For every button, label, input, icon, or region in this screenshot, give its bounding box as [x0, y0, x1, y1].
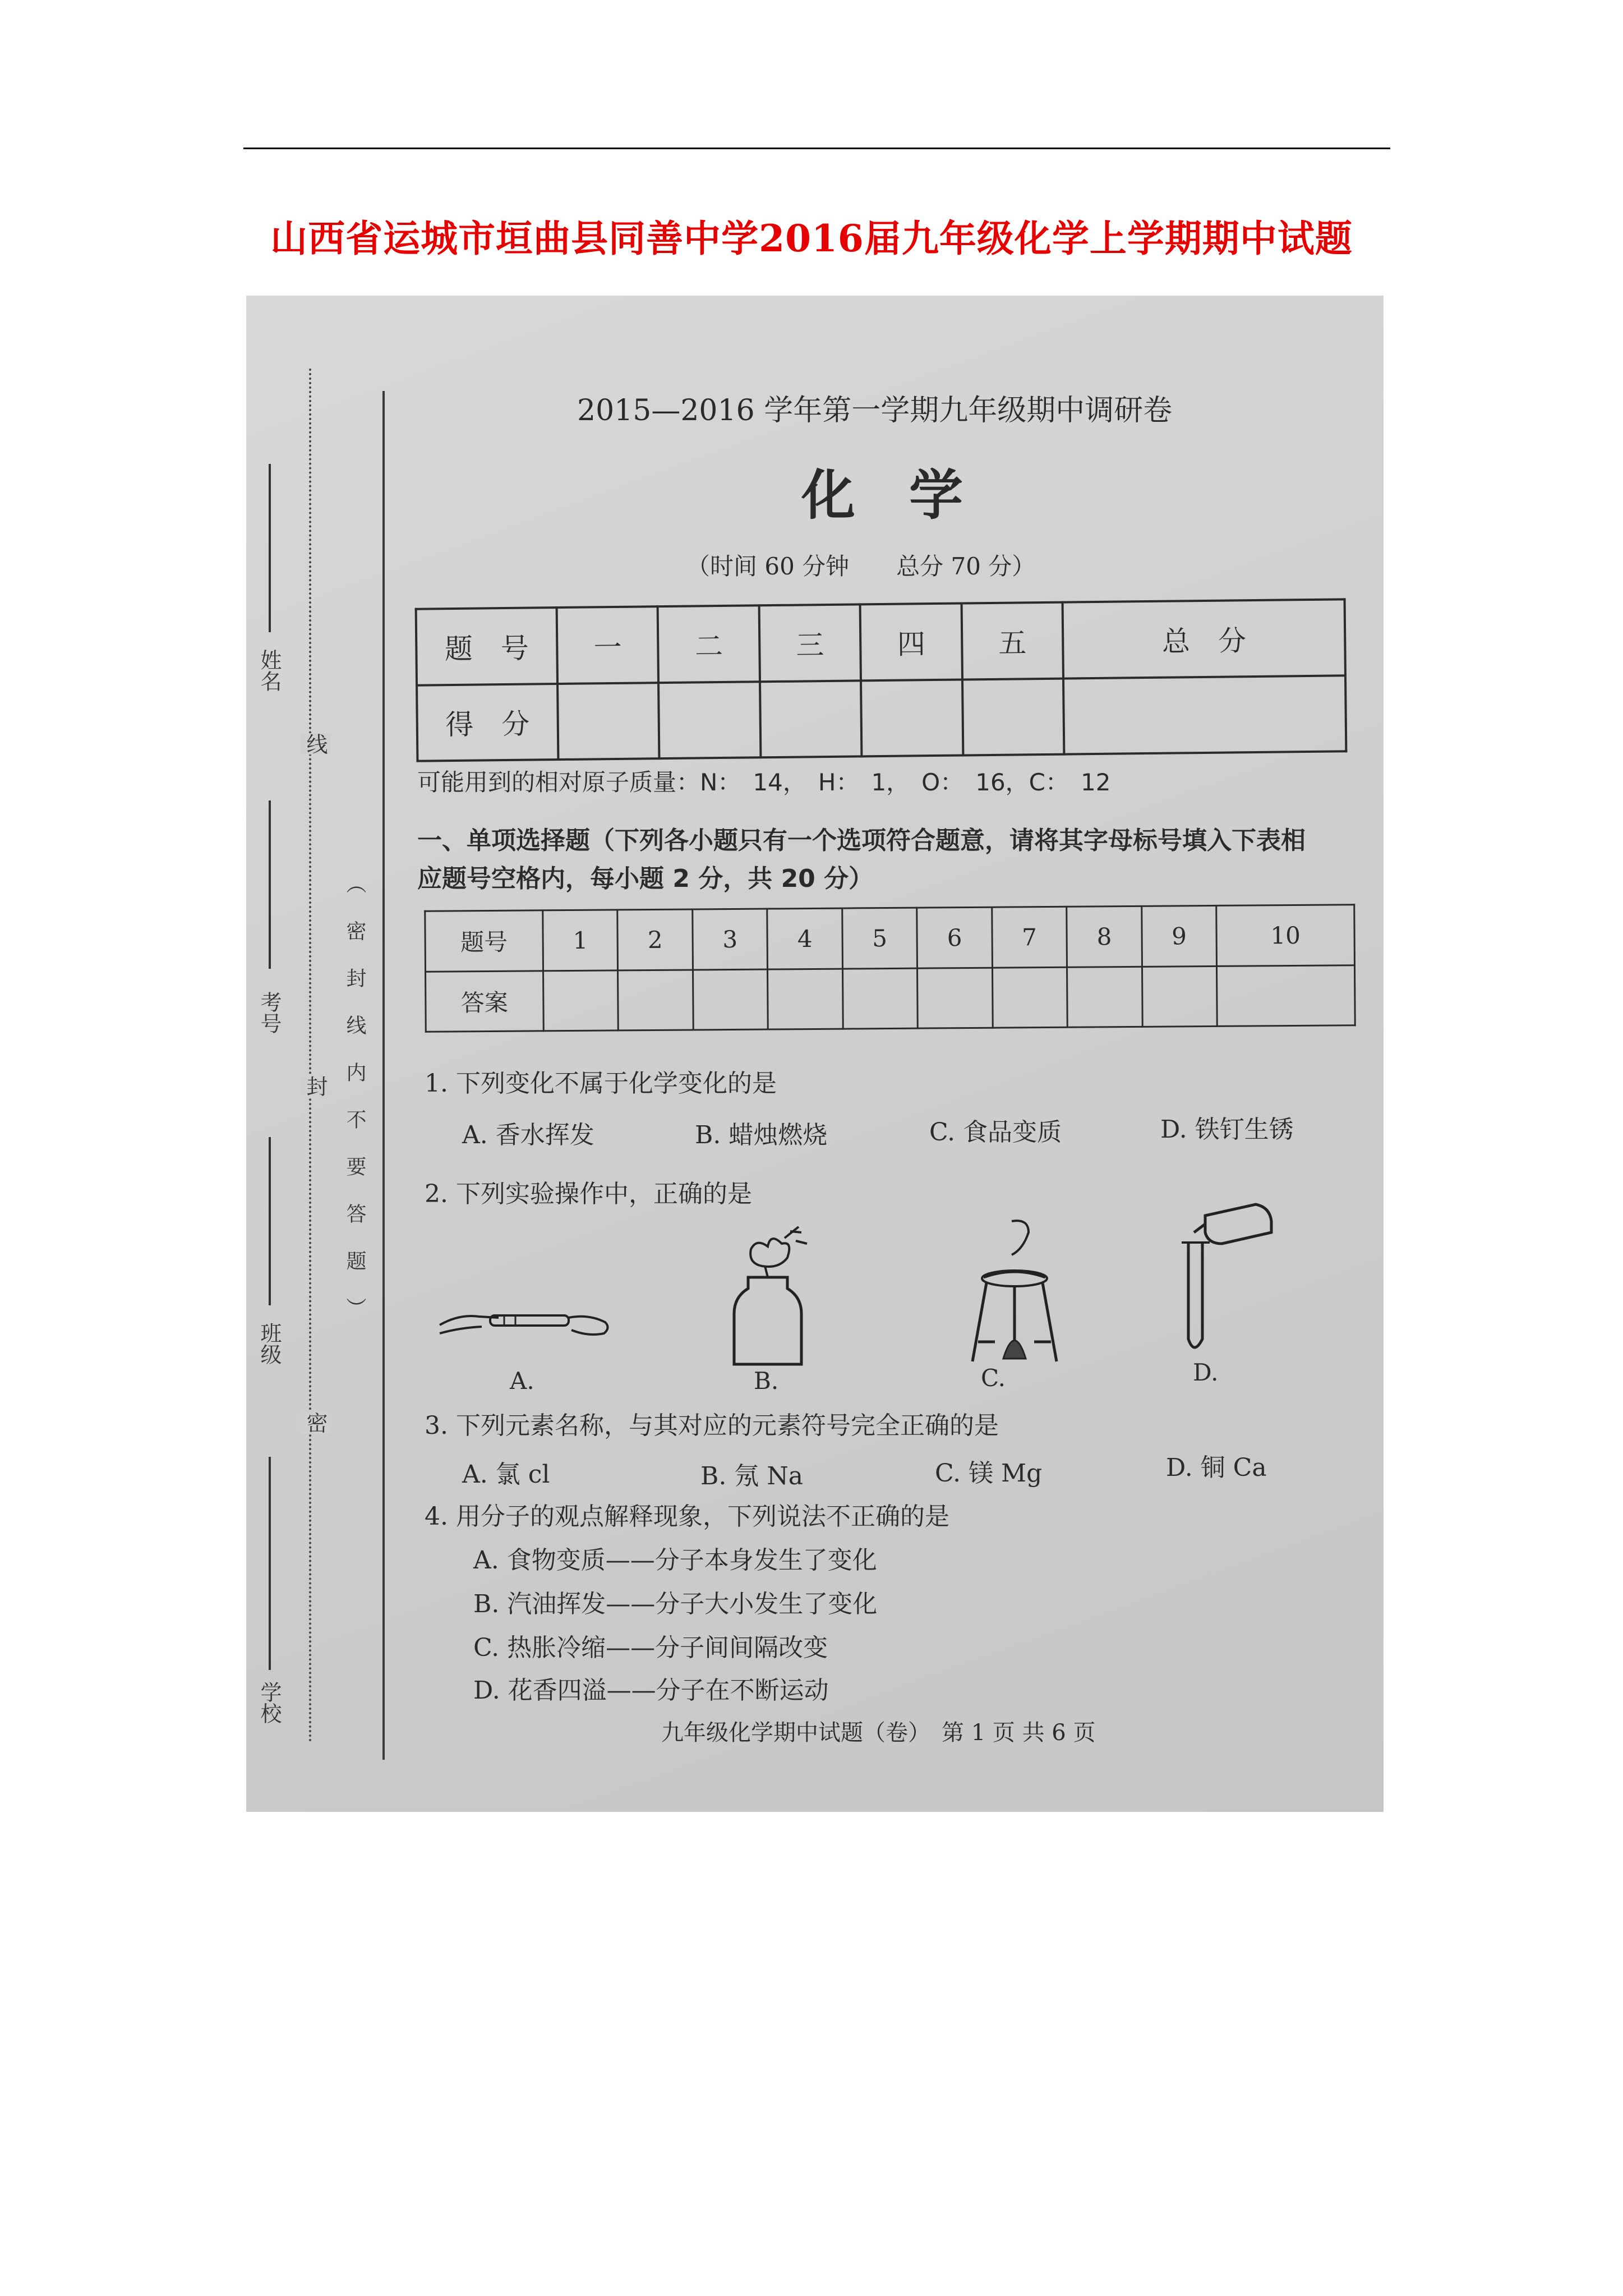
- seal-char-secret: 密: [300, 1412, 331, 1433]
- id-fill-line: [269, 800, 271, 969]
- answer-col: 6: [917, 907, 992, 968]
- question-4-option-c: C. 热胀冷缩——分子间间隔改变: [473, 1634, 828, 1662]
- top-rule: [243, 148, 1390, 149]
- score-cell[interactable]: [557, 683, 660, 760]
- atomic-masses: 可能用到的相对原子质量：N： 14， H： 1， O： 16，C： 12: [417, 769, 1111, 796]
- score-col: 一: [557, 606, 659, 683]
- figure-a-test-tube-hands: [437, 1283, 616, 1350]
- class-fill-line: [269, 1137, 271, 1305]
- question-4-stem: 4. 用分子的观点解释现象，下列说法不正确的是: [425, 1502, 949, 1531]
- figure-d-caption: D.: [1193, 1359, 1219, 1386]
- name-fill-line: [269, 464, 271, 632]
- question-1-option-c: C. 食品变质: [929, 1118, 1062, 1147]
- answer-row-header: 题号: [425, 910, 543, 972]
- score-cell[interactable]: [658, 682, 760, 758]
- answer-cell[interactable]: [618, 969, 693, 1030]
- score-table-header-row: [416, 599, 1345, 685]
- name-label: 姓名: [257, 649, 282, 692]
- section1-title-line2: 应题号空格内，每小题 2 分，共 20 分）: [417, 864, 874, 893]
- answer-col: 10: [1216, 905, 1355, 966]
- question-1-stem: 1. 下列变化不属于化学变化的是: [425, 1069, 777, 1098]
- answer-col: 9: [1141, 905, 1216, 966]
- seal-char-line: 线: [300, 733, 331, 754]
- exam-photo: [246, 296, 1384, 1812]
- score-cell[interactable]: [962, 678, 1064, 755]
- score-cell[interactable]: [861, 679, 963, 756]
- school-label: 学校: [257, 1681, 282, 1724]
- answer-cell[interactable]: [917, 968, 993, 1028]
- answer-row-header: 答案: [426, 970, 544, 1032]
- answer-table-number-row: [425, 905, 1355, 972]
- score-col: 二: [658, 605, 760, 682]
- score-col: 五: [961, 602, 1063, 679]
- question-3-option-a: A. 氯 cl: [462, 1460, 550, 1489]
- answer-cell[interactable]: [693, 969, 768, 1030]
- question-4-option-d: D. 花香四溢——分子在不断运动: [473, 1676, 829, 1705]
- seal-char-seal: 封: [300, 1075, 331, 1097]
- answer-cell[interactable]: [1142, 966, 1217, 1027]
- figure-b-gas-jar: [717, 1216, 829, 1373]
- score-table-score-row: [417, 675, 1346, 761]
- answer-table: [424, 904, 1355, 1033]
- figure-c-tripod-heating: [950, 1216, 1079, 1373]
- answer-cell[interactable]: [992, 967, 1067, 1028]
- answer-col: 1: [543, 910, 618, 970]
- score-row-header: 题 号: [416, 608, 557, 685]
- answer-col: 5: [842, 908, 917, 968]
- question-4-option-a: A. 食物变质——分子本身发生了变化: [473, 1546, 877, 1575]
- score-col: 总 分: [1063, 599, 1345, 678]
- answer-col: 4: [767, 908, 842, 969]
- answer-cell[interactable]: [543, 970, 619, 1030]
- question-2-stem: 2. 下列实验操作中，正确的是: [425, 1180, 752, 1208]
- figure-a-caption: A.: [510, 1367, 534, 1395]
- score-cell[interactable]: [1063, 675, 1346, 754]
- answer-cell[interactable]: [1217, 965, 1355, 1026]
- class-label: 班级: [257, 1322, 282, 1365]
- answer-col: 7: [992, 907, 1067, 967]
- answer-col: 3: [693, 909, 768, 969]
- score-row-header: 得 分: [417, 684, 558, 761]
- score-col: 四: [860, 603, 962, 680]
- figure-d-pouring-liquid: [1172, 1199, 1284, 1361]
- question-1-option-b: B. 蜡烛燃烧: [695, 1121, 828, 1149]
- figure-c-caption: C.: [981, 1364, 1006, 1392]
- answer-cell[interactable]: [842, 968, 917, 1029]
- school-fill-line: [269, 1457, 271, 1670]
- time-info: （时间 60 分钟 总分 70 分）: [686, 553, 1036, 580]
- subject-title: 化 学: [801, 463, 963, 527]
- binding-solid-line: [382, 391, 385, 1760]
- exam-footer: 九年级化学期中试题（卷） 第 1 页 共 6 页: [661, 1720, 1096, 1746]
- binding-margin: [246, 296, 392, 1812]
- answer-col: 2: [617, 909, 693, 970]
- answer-col: 8: [1067, 906, 1142, 967]
- question-3-option-d: D. 铜 Ca: [1166, 1453, 1267, 1482]
- question-1-option-a: A. 香水挥发: [462, 1121, 594, 1149]
- document-title: 山西省运城市垣曲县同善中学2016届九年级化学上学期期中试题: [270, 217, 1353, 260]
- question-4-option-b: B. 汽油挥发——分子大小发生了变化: [473, 1590, 878, 1618]
- score-table: [415, 598, 1348, 762]
- answer-cell[interactable]: [1067, 967, 1142, 1027]
- exam-header: 2015—2016 学年第一学期九年级期中调研卷: [577, 394, 1173, 427]
- answer-cell[interactable]: [768, 969, 843, 1029]
- question-3-option-b: B. 氖 Na: [700, 1462, 804, 1490]
- figure-b-caption: B.: [754, 1367, 779, 1395]
- dotted-line: [309, 369, 311, 1743]
- score-col: 三: [759, 604, 861, 681]
- score-cell[interactable]: [760, 680, 862, 757]
- section1-title-line1: 一、单项选择题（下列各小题只有一个选项符合题意，请将其字母标号填入下表相: [417, 826, 1306, 855]
- question-1-option-d: D. 铁钉生锈: [1160, 1115, 1294, 1144]
- question-3-stem: 3. 下列元素名称，与其对应的元素符号完全正确的是: [425, 1411, 999, 1440]
- id-label: 考号: [257, 991, 282, 1034]
- answer-table-answer-row: [426, 965, 1355, 1032]
- binding-notice: （ 密 封 线 内 不 要 答 题 ）: [343, 873, 366, 1321]
- question-3-option-c: C. 镁 Mg: [935, 1459, 1043, 1488]
